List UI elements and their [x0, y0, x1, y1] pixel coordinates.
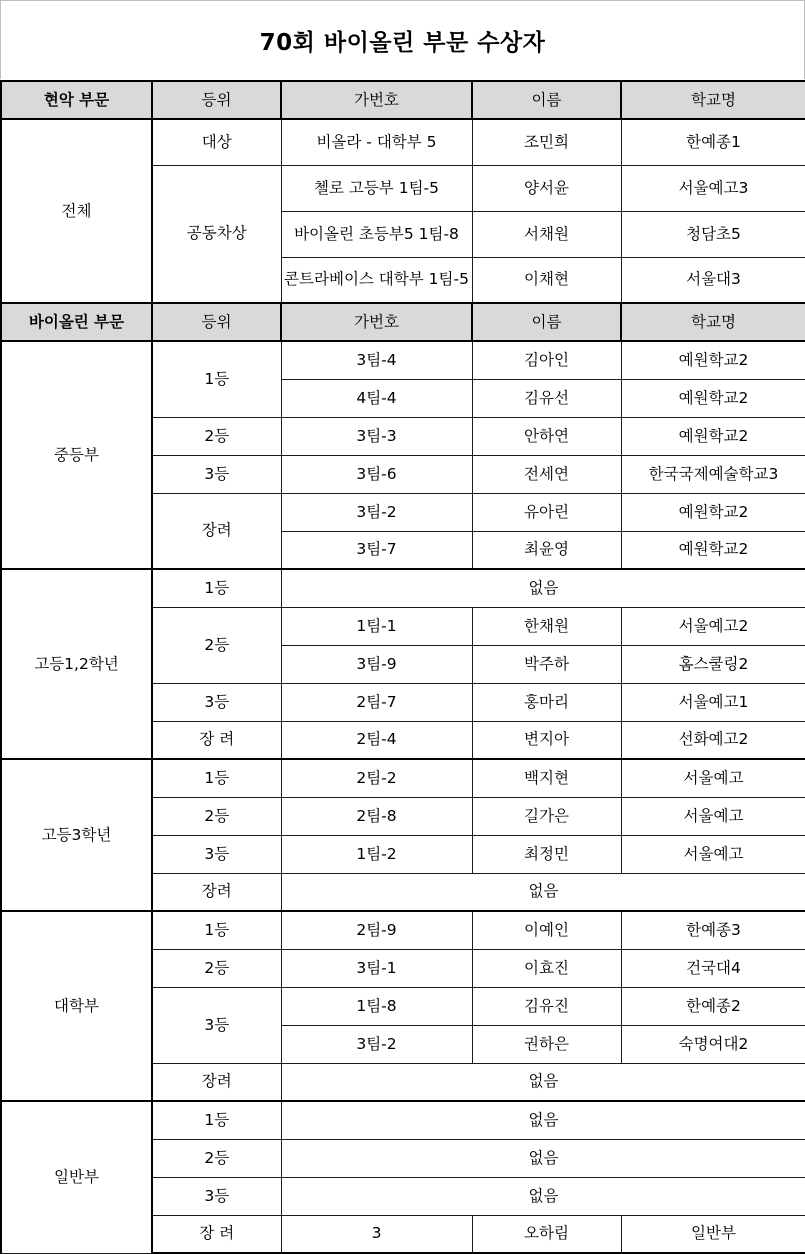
school-cell: 서울대3 — [621, 257, 805, 303]
rank-cell: 1등 — [152, 911, 281, 949]
rank-cell: 장려 — [152, 873, 281, 911]
name-cell: 안하연 — [472, 417, 621, 455]
name-cell: 변지아 — [472, 721, 621, 759]
rank-cell: 1등 — [152, 759, 281, 797]
name-cell: 오하림 — [472, 1215, 621, 1253]
rank-cell: 대상 — [152, 119, 281, 165]
name-cell: 홍마리 — [472, 683, 621, 721]
name-cell: 서채원 — [472, 211, 621, 257]
rank-cell: 2등 — [152, 417, 281, 455]
name-cell: 박주하 — [472, 645, 621, 683]
name-cell: 양서윤 — [472, 165, 621, 211]
name-cell: 김유선 — [472, 379, 621, 417]
number-cell: 3팀-3 — [281, 417, 472, 455]
column-header-number: 가번호 — [281, 303, 472, 341]
header-row — [1, 303, 805, 341]
group-label: 고등1,2학년 — [1, 569, 152, 759]
rank-cell: 3등 — [152, 683, 281, 721]
rank-cell: 3등 — [152, 835, 281, 873]
none-cell: 없음 — [281, 1063, 805, 1101]
none-cell: 없음 — [281, 1139, 805, 1177]
number-cell: 바이올린 초등부5 1팀-8 — [281, 211, 472, 257]
group-label: 고등3학년 — [1, 759, 152, 911]
name-cell: 권하은 — [472, 1025, 621, 1063]
number-cell: 4팀-4 — [281, 379, 472, 417]
school-cell: 서울예고2 — [621, 607, 805, 645]
name-cell: 김유진 — [472, 987, 621, 1025]
name-cell: 조민희 — [472, 119, 621, 165]
school-cell: 서울예고1 — [621, 683, 805, 721]
page-title: 70회 바이올린 부문 수상자 — [259, 29, 546, 56]
rank-cell: 장 려 — [152, 721, 281, 759]
rank-cell: 장려 — [152, 1063, 281, 1101]
number-cell: 2팀-2 — [281, 759, 472, 797]
column-header-number: 가번호 — [281, 81, 472, 119]
school-cell: 예원학교2 — [621, 493, 805, 531]
school-cell: 한국국제예술학교3 — [621, 455, 805, 493]
rank-cell: 2등 — [152, 1139, 281, 1177]
number-cell: 2팀-8 — [281, 797, 472, 835]
table-row — [1, 911, 805, 949]
rank-cell: 1등 — [152, 1101, 281, 1139]
table-row — [1, 341, 805, 379]
name-cell: 한채원 — [472, 607, 621, 645]
name-cell: 김아인 — [472, 341, 621, 379]
rank-cell: 공동차상 — [152, 165, 281, 303]
name-cell: 이효진 — [472, 949, 621, 987]
number-cell: 2팀-9 — [281, 911, 472, 949]
number-cell: 3팀-4 — [281, 341, 472, 379]
name-cell: 전세연 — [472, 455, 621, 493]
rank-cell: 1등 — [152, 341, 281, 417]
name-cell: 이예인 — [472, 911, 621, 949]
group-label: 전체 — [1, 119, 152, 303]
school-cell: 예원학교2 — [621, 417, 805, 455]
rank-cell: 1등 — [152, 569, 281, 607]
group-label: 중등부 — [1, 341, 152, 569]
school-cell: 서울예고3 — [621, 165, 805, 211]
school-cell: 숙명여대2 — [621, 1025, 805, 1063]
number-cell: 3팀-9 — [281, 645, 472, 683]
school-cell: 일반부 — [621, 1215, 805, 1253]
table-row — [1, 119, 805, 165]
group-label: 일반부 — [1, 1101, 152, 1253]
rank-cell: 장 려 — [152, 1215, 281, 1253]
number-cell: 1팀-8 — [281, 987, 472, 1025]
table-row — [1, 1101, 805, 1139]
rank-cell: 2등 — [152, 607, 281, 683]
section-header: 바이올린 부문 — [1, 303, 152, 341]
section-header: 현악 부문 — [1, 81, 152, 119]
number-cell: 3 — [281, 1215, 472, 1253]
school-cell: 예원학교2 — [621, 341, 805, 379]
awards-table — [0, 80, 805, 1254]
none-cell: 없음 — [281, 1177, 805, 1215]
school-cell: 건국대4 — [621, 949, 805, 987]
name-cell: 백지현 — [472, 759, 621, 797]
number-cell: 1팀-2 — [281, 835, 472, 873]
rank-cell: 3등 — [152, 987, 281, 1063]
number-cell: 첼로 고등부 1팀-5 — [281, 165, 472, 211]
rank-cell: 2등 — [152, 797, 281, 835]
column-header-rank: 등위 — [152, 81, 281, 119]
header-row — [1, 81, 805, 119]
number-cell: 2팀-7 — [281, 683, 472, 721]
school-cell: 청담초5 — [621, 211, 805, 257]
school-cell: 서울예고 — [621, 797, 805, 835]
school-cell: 홈스쿨링2 — [621, 645, 805, 683]
school-cell: 한예종3 — [621, 911, 805, 949]
number-cell: 콘트라베이스 대학부 1팀-5 — [281, 257, 472, 303]
number-cell: 비올라 - 대학부 5 — [281, 119, 472, 165]
rank-cell: 2등 — [152, 949, 281, 987]
school-cell: 예원학교2 — [621, 531, 805, 569]
number-cell: 3팀-1 — [281, 949, 472, 987]
group-label: 대학부 — [1, 911, 152, 1101]
table-row — [1, 759, 805, 797]
table-row — [1, 569, 805, 607]
column-header-school: 학교명 — [621, 81, 805, 119]
rank-cell: 3등 — [152, 1177, 281, 1215]
number-cell: 2팀-4 — [281, 721, 472, 759]
school-cell: 서울예고 — [621, 759, 805, 797]
none-cell: 없음 — [281, 1101, 805, 1139]
name-cell: 최정민 — [472, 835, 621, 873]
school-cell: 선화예고2 — [621, 721, 805, 759]
school-cell: 한예종2 — [621, 987, 805, 1025]
column-header-school: 학교명 — [621, 303, 805, 341]
name-cell: 이채현 — [472, 257, 621, 303]
number-cell: 3팀-2 — [281, 493, 472, 531]
column-header-rank: 등위 — [152, 303, 281, 341]
title-box — [0, 0, 805, 79]
name-cell: 최윤영 — [472, 531, 621, 569]
none-cell: 없음 — [281, 569, 805, 607]
number-cell: 3팀-6 — [281, 455, 472, 493]
number-cell: 3팀-2 — [281, 1025, 472, 1063]
rank-cell: 장려 — [152, 493, 281, 569]
column-header-name: 이름 — [472, 81, 621, 119]
name-cell: 길가은 — [472, 797, 621, 835]
school-cell: 서울예고 — [621, 835, 805, 873]
number-cell: 3팀-7 — [281, 531, 472, 569]
name-cell: 유아린 — [472, 493, 621, 531]
number-cell: 1팀-1 — [281, 607, 472, 645]
school-cell: 한예종1 — [621, 119, 805, 165]
none-cell: 없음 — [281, 873, 805, 911]
column-header-name: 이름 — [472, 303, 621, 341]
school-cell: 예원학교2 — [621, 379, 805, 417]
rank-cell: 3등 — [152, 455, 281, 493]
